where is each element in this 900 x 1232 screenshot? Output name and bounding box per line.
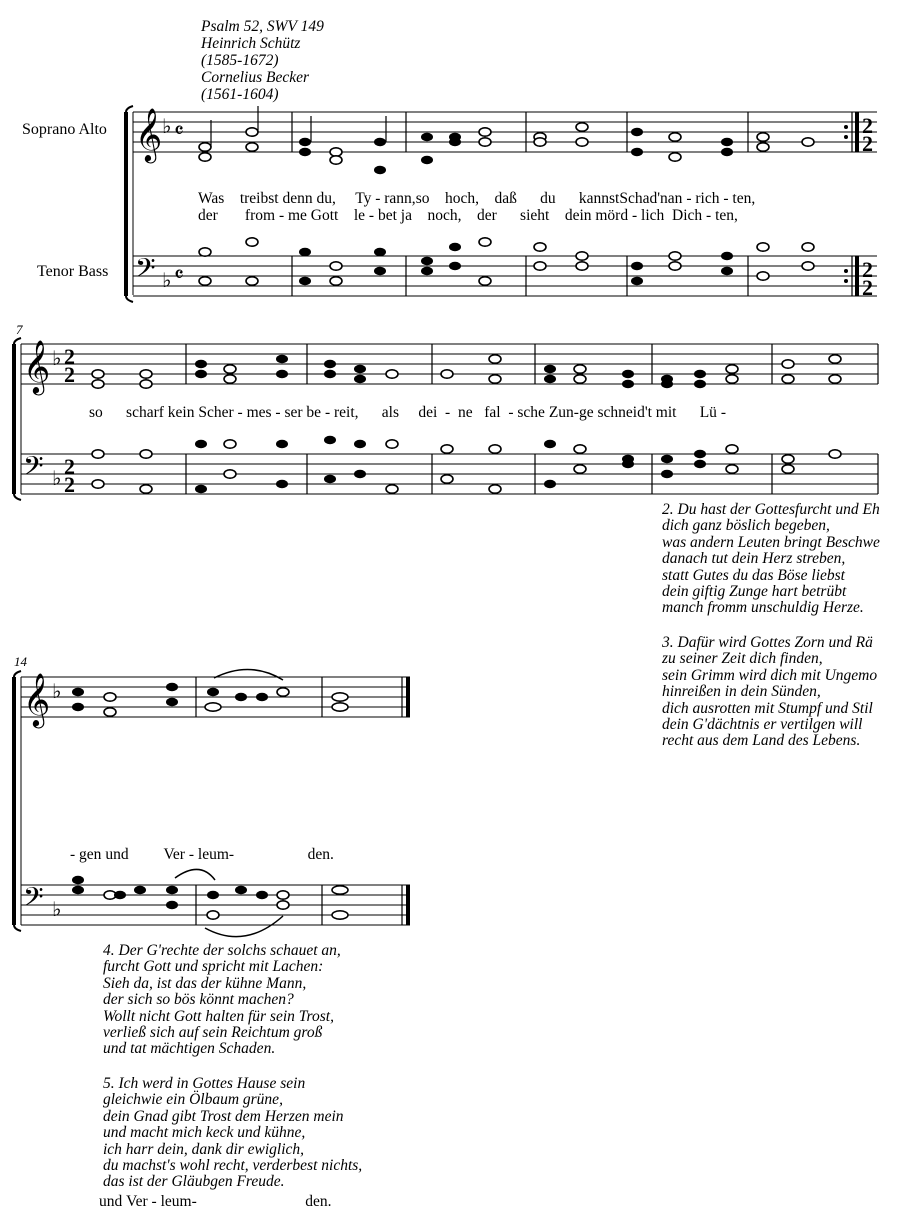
instrument-label-lower: Tenor Bass: [37, 263, 109, 280]
svg-text:𝄞: 𝄞: [23, 339, 51, 393]
notes-sys1-treble: [199, 106, 814, 174]
svg-text:𝄢: 𝄢: [135, 252, 156, 290]
title: Psalm 52, SWV 149: [201, 18, 324, 35]
svg-text:2: 2: [862, 275, 873, 300]
svg-text:2: 2: [64, 344, 75, 369]
svg-text:𝄢: 𝄢: [23, 450, 44, 488]
lyrics-bottom: und Ver - leum- den.: [99, 1193, 332, 1210]
composer-dates: (1585-1672): [201, 52, 279, 69]
svg-text:2: 2: [64, 472, 75, 497]
svg-text:𝄴: 𝄴: [174, 262, 184, 287]
lyricist: Cornelius Becker: [201, 69, 310, 86]
composer: Heinrich Schütz: [201, 35, 301, 52]
lyricist-dates: (1561-1604): [201, 86, 279, 103]
verse-2: 2. Du hast der Gottesfurcht und Eh dich ganz böslich begeben, was andern Leuten bringt Beschwe danach tut dein Herz streben, statt Gutes du das Böse liebst dein giftig Zunge hart betrübt manch fromm unschuldig Herze.: [662, 501, 880, 617]
notes-sys2: [92, 355, 841, 493]
notes-sys1-bass: [199, 238, 814, 285]
instrument-label-upper: Soprano Alto: [22, 121, 107, 138]
svg-text:2: 2: [64, 362, 75, 387]
svg-text:𝄴: 𝄴: [174, 118, 184, 143]
lyrics-sys2: so scharf kein Scher - mes - ser be - reit, als dei - ne fal - sche Zun-ge schneid't mit Lü -: [89, 404, 726, 421]
svg-text:♭: ♭: [52, 348, 62, 370]
svg-text:2: 2: [862, 257, 873, 282]
notes-sys3: [72, 669, 348, 936]
svg-text:♭: ♭: [52, 681, 62, 703]
svg-text:♭: ♭: [162, 116, 172, 138]
svg-text:2: 2: [862, 113, 873, 138]
svg-text:2: 2: [64, 454, 75, 479]
svg-text:♭: ♭: [52, 468, 62, 490]
measure-number: 14: [14, 654, 27, 669]
verse-3: 3. Dafür wird Gottes Zorn und Rä zu seiner Zeit dich finden, sein Grimm wird dich mit Ungemo hinreißen in dein Sünden, dich ausrotten mit Stumpf und Stil dein G'dächtnis er vertilgen will recht aus dem Land des Lebens.: [662, 634, 878, 750]
verse-4: 4. Der G'rechte der solchs schauet an, furcht Gott und spricht mit Lachen: Sieh da, ist das der kühne Mann, der sich so bös könnt machen? Wollt nicht Gott halten für sein Trost, verließ sich auf sein Reichtum groß und tat mächtigen Schaden.: [103, 942, 341, 1058]
verse-5: 5. Ich werd in Gottes Hause sein gleichwie ein Ölbaum grüne, dein Gnad gibt Trost dem Herzen mein und macht mich keck und kühne, ich harr dein, dank dir ewiglich, du machst's wohl recht, verderbest nichts, das ist der Gläubgen Freude.: [103, 1075, 363, 1191]
lyrics-sys1-verse2: der from - me Gott le - bet ja noch, der sieht dein mörd - lich Dich - ten,: [198, 207, 738, 224]
svg-text:2: 2: [862, 131, 873, 156]
svg-text:♭: ♭: [52, 899, 62, 921]
svg-text:𝄞: 𝄞: [135, 107, 163, 161]
lyrics-sys3: - gen und Ver - leum- den.: [70, 846, 334, 863]
svg-text:𝄢: 𝄢: [23, 881, 44, 919]
lyrics-sys1-verse1: Was treibst denn du, Ty - rann,so hoch, daß du kannstSchad'nan - rich - ten,: [198, 190, 756, 207]
svg-text:𝄞: 𝄞: [23, 672, 51, 726]
measure-number: 7: [16, 322, 23, 337]
svg-text:♭: ♭: [162, 270, 172, 292]
